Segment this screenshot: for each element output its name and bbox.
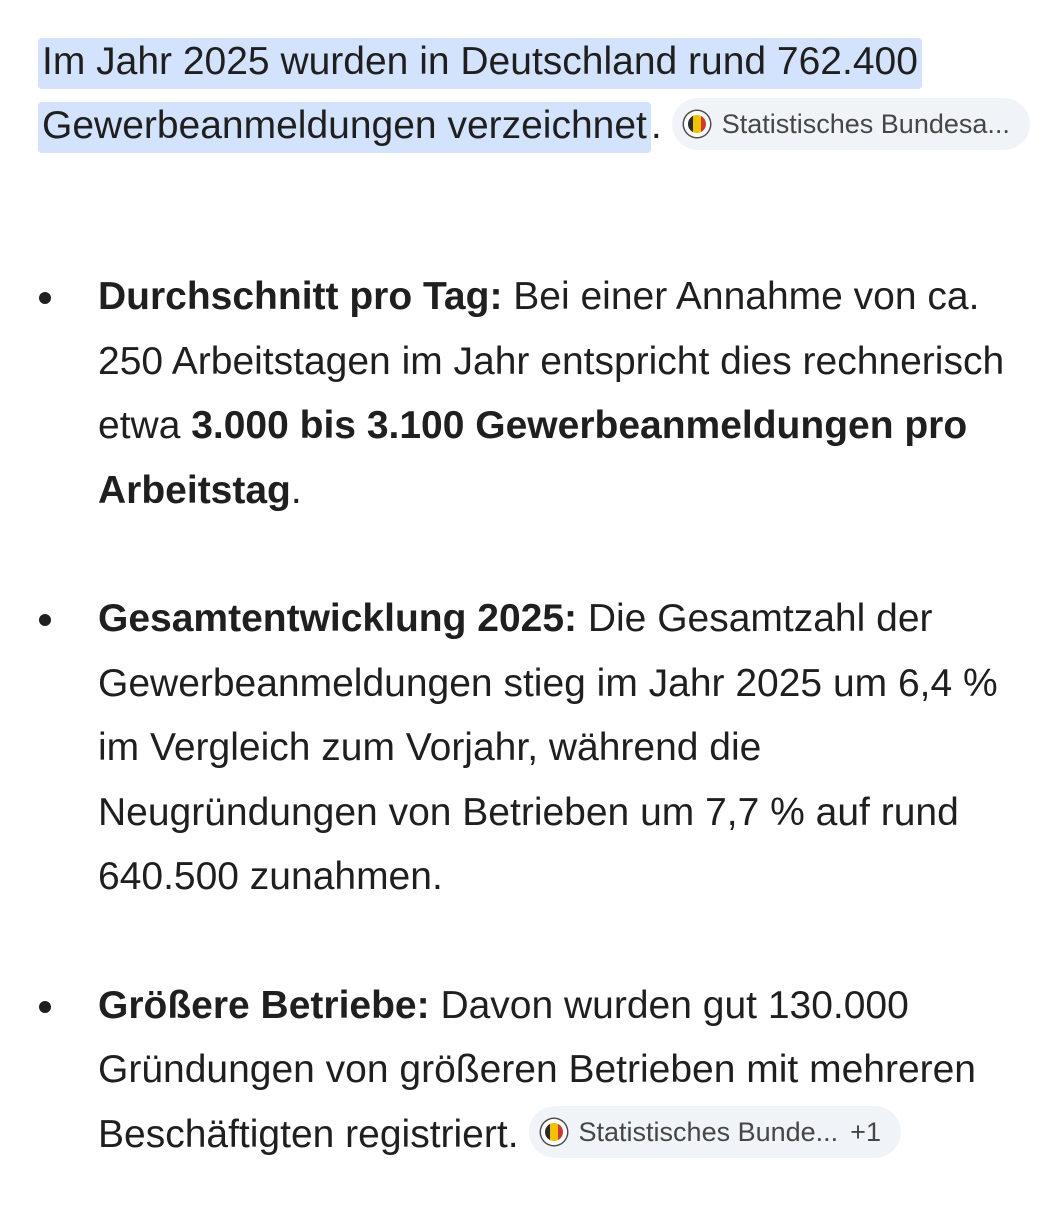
bullet-dot [39, 1001, 51, 1013]
highlighted-summary[interactable]: Im Jahr 2025 wurden in Deutschland rund 762.400 Gewerbeanmeldungen verzeichnet [38, 38, 922, 153]
intro-period: . [650, 104, 662, 147]
source-chip-label: Statistisches Bundesa... [721, 108, 1010, 139]
source-chip[interactable] [529, 1106, 901, 1158]
bullet-dot [39, 614, 51, 626]
bullet-text: Davon wurden gut 130.000 Gründungen von größeren Betrieben mit mehreren Beschäftigten registriert. [98, 983, 976, 1156]
source-chip[interactable] [672, 98, 1030, 150]
bullet-title: Durchschnitt pro Tag: [98, 275, 503, 318]
german-flag-icon [684, 111, 710, 137]
source-chip-label: Statistisches Bunde... [578, 1117, 839, 1148]
bullet-title: Größere Betriebe: [98, 983, 430, 1027]
list-item [0, 587, 1061, 910]
list-item [0, 974, 1061, 1168]
bullet-text: Die Gesamtzahl der Gewerbeanmeldungen stieg im Jahr 2025 um 6,4 % im Vergleich zum Vorjahr, während die Neugründungen von Betrieben um 7,7 % auf rund 640.500 zunahmen. [98, 597, 998, 898]
source-chip-count: +1 [850, 1117, 881, 1148]
list-item [0, 265, 1061, 523]
bullet-dot [39, 292, 51, 304]
bullet-title: Gesamtentwicklung 2025: [98, 597, 578, 640]
bullet-bold-text: 3.000 bis 3.100 Gewerbeanmeldungen pro Arbeitstag [98, 404, 968, 512]
intro-paragraph [42, 30, 1032, 158]
bullet-text-end: . [290, 468, 302, 512]
bullet-list [0, 265, 1061, 1231]
german-flag-icon [541, 1119, 567, 1145]
bullet-text: Bei einer Annahme von ca. 250 Arbeitstagen im Jahr entspricht dies rechnerisch etwa [98, 275, 1005, 447]
